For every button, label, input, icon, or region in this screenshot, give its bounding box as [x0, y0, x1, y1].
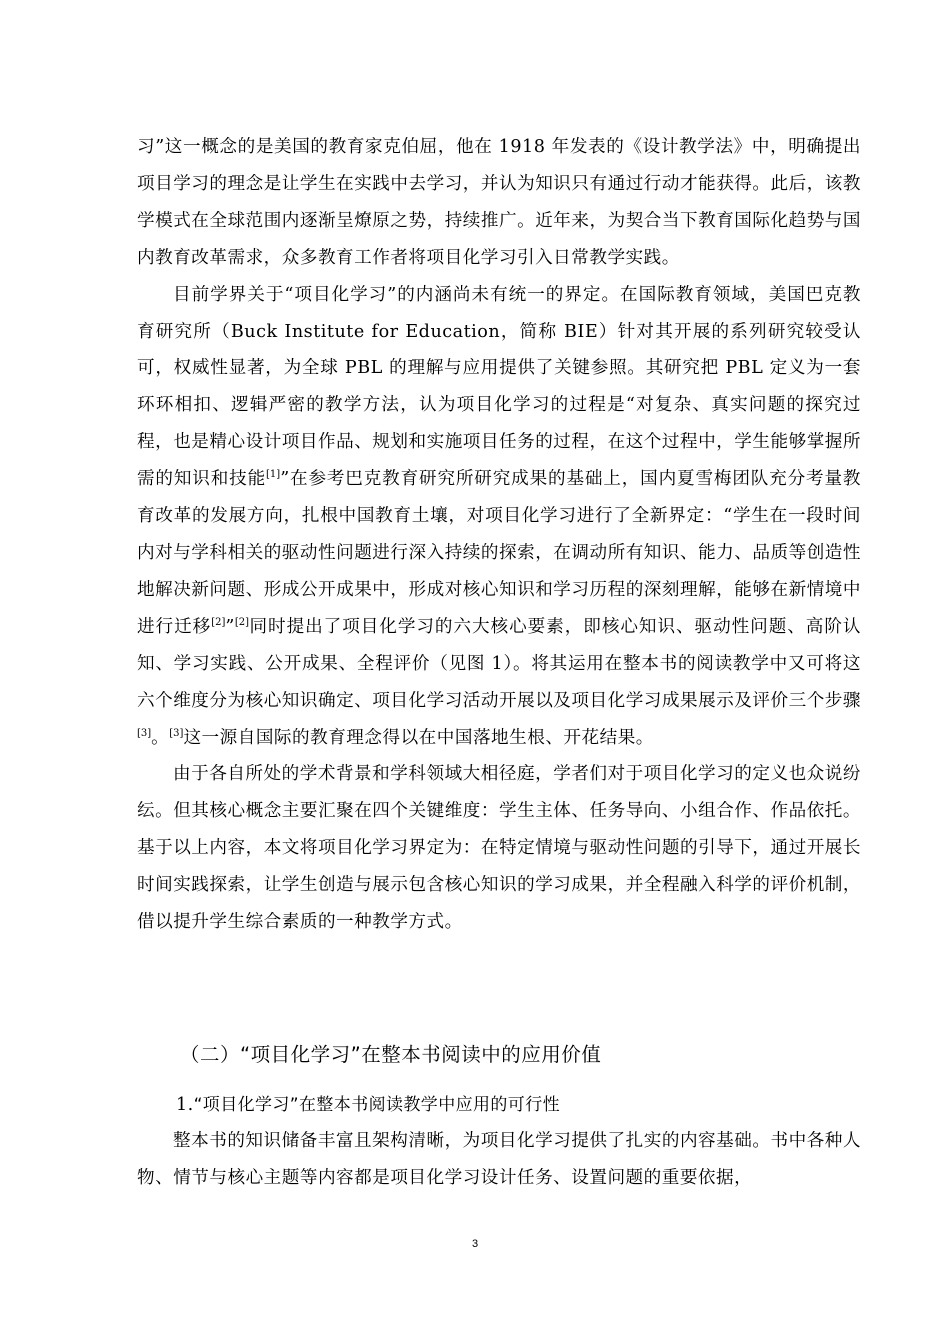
page-number: 3 — [471, 1238, 479, 1250]
section-heading: （二）“项目化学习”在整本书阅读中的应用价值 — [180, 1043, 602, 1066]
paragraph-2-text-5: 。 — [151, 727, 170, 748]
citation-1: [1] — [266, 469, 281, 481]
citation-5: [3] — [169, 727, 184, 739]
paragraph-2-text-4: 同时提出了项目化学习的六大核心要素，即核心知识、驱动性问题、高阶认知、学习实践、公开成果、全程评价（见图 1）。将其运用在整本书的阅读教学中又可将这六个维度分为核心知识确定、项目化学习活动开展以及项目化学习成果展示及评价三个步骤 — [137, 616, 861, 711]
paragraph-2-text-6: 这一源自国际的教育理念得以在中国落地生根、开花结果。 — [183, 727, 654, 748]
citation-4: [3] — [137, 727, 152, 739]
paragraph-2-text-1: 目前学界关于“项目化学习”的内涵尚未有统一的界定。在国际教育领域，美国巴克教育研究所（Buck Institute for Education，简称 BIE）针对其开展的系列研究较受认可，权威性显著，为全球 PBL 的理解与应用提供了关键参照。其研究把 PBL 定义为一套环环相扣、逻辑严密的教学方法，认为项目化学习的过程是“对复杂、真实问题的探究过程，也是精心设计项目作品、规划和实施项目任务的过程，在这个过程中，学生能够掌握所需的知识和技能 — [137, 284, 861, 490]
paragraph-4: 整本书的知识储备丰富且架构清晰，为项目化学习提供了扎实的内容基础。书中各种人物、情节与核心主题等内容都是项目化学习设计任务、设置问题的重要依据， — [137, 1131, 861, 1188]
paragraph-2 — [137, 277, 861, 757]
subsection-number: 1. — [176, 1095, 194, 1115]
paragraph-3: 由于各自所处的学术背景和学科领域大相径庭，学者们对于项目化学习的定义也众说纷纭。但其核心概念主要汇聚在四个关键维度：学生主体、任务导向、小组合作、作品依托。基于以上内容，本文将项目化学习界定为：在特定情境与驱动性问题的引导下，通过开展长时间实践探索，让学生创造与展示包含核心知识的学习成果，并全程融入科学的评价机制，借以提升学生综合素质的一种教学方式。 — [137, 764, 861, 933]
paragraph-2-text-3: ” — [225, 616, 235, 637]
citation-3: [2] — [234, 616, 250, 628]
subsection-title: “项目化学习”在整本书阅读教学中应用的可行性 — [193, 1095, 561, 1115]
body-text-top — [137, 129, 861, 941]
subsection-heading — [176, 1087, 560, 1123]
body-text-bottom — [137, 1123, 861, 1197]
paragraph-2-text-2: ”在参考巴克教育研究所研究成果的基础上，国内夏雪梅团队充分考量教育改革的发展方向，扎根中国教育土壤，对项目化学习进行了全新界定：“学生在一段时间内对与学科相关的驱动性问题进行深入持续的探索，在调动所有知识、能力、品质等创造性地解决新问题、形成公开成果中，形成对核心知识和学习历程的深刻理解，能够在新情境中进行迁移 — [137, 469, 861, 637]
paragraph-1: 习”这一概念的是美国的教育家克伯屈，他在 1918 年发表的《设计教学法》中，明确提出项目学习的理念是让学生在实践中去学习，并认为知识只有通过行动才能获得。此后，该教学模式在全球范围内逐渐呈燎原之势，持续推广。近年来，为契合当下教育国际化趋势与国内教育改革需求，众多教育工作者将项目化学习引入日常教学实践。 — [137, 137, 861, 268]
citation-2: [2] — [211, 616, 226, 628]
